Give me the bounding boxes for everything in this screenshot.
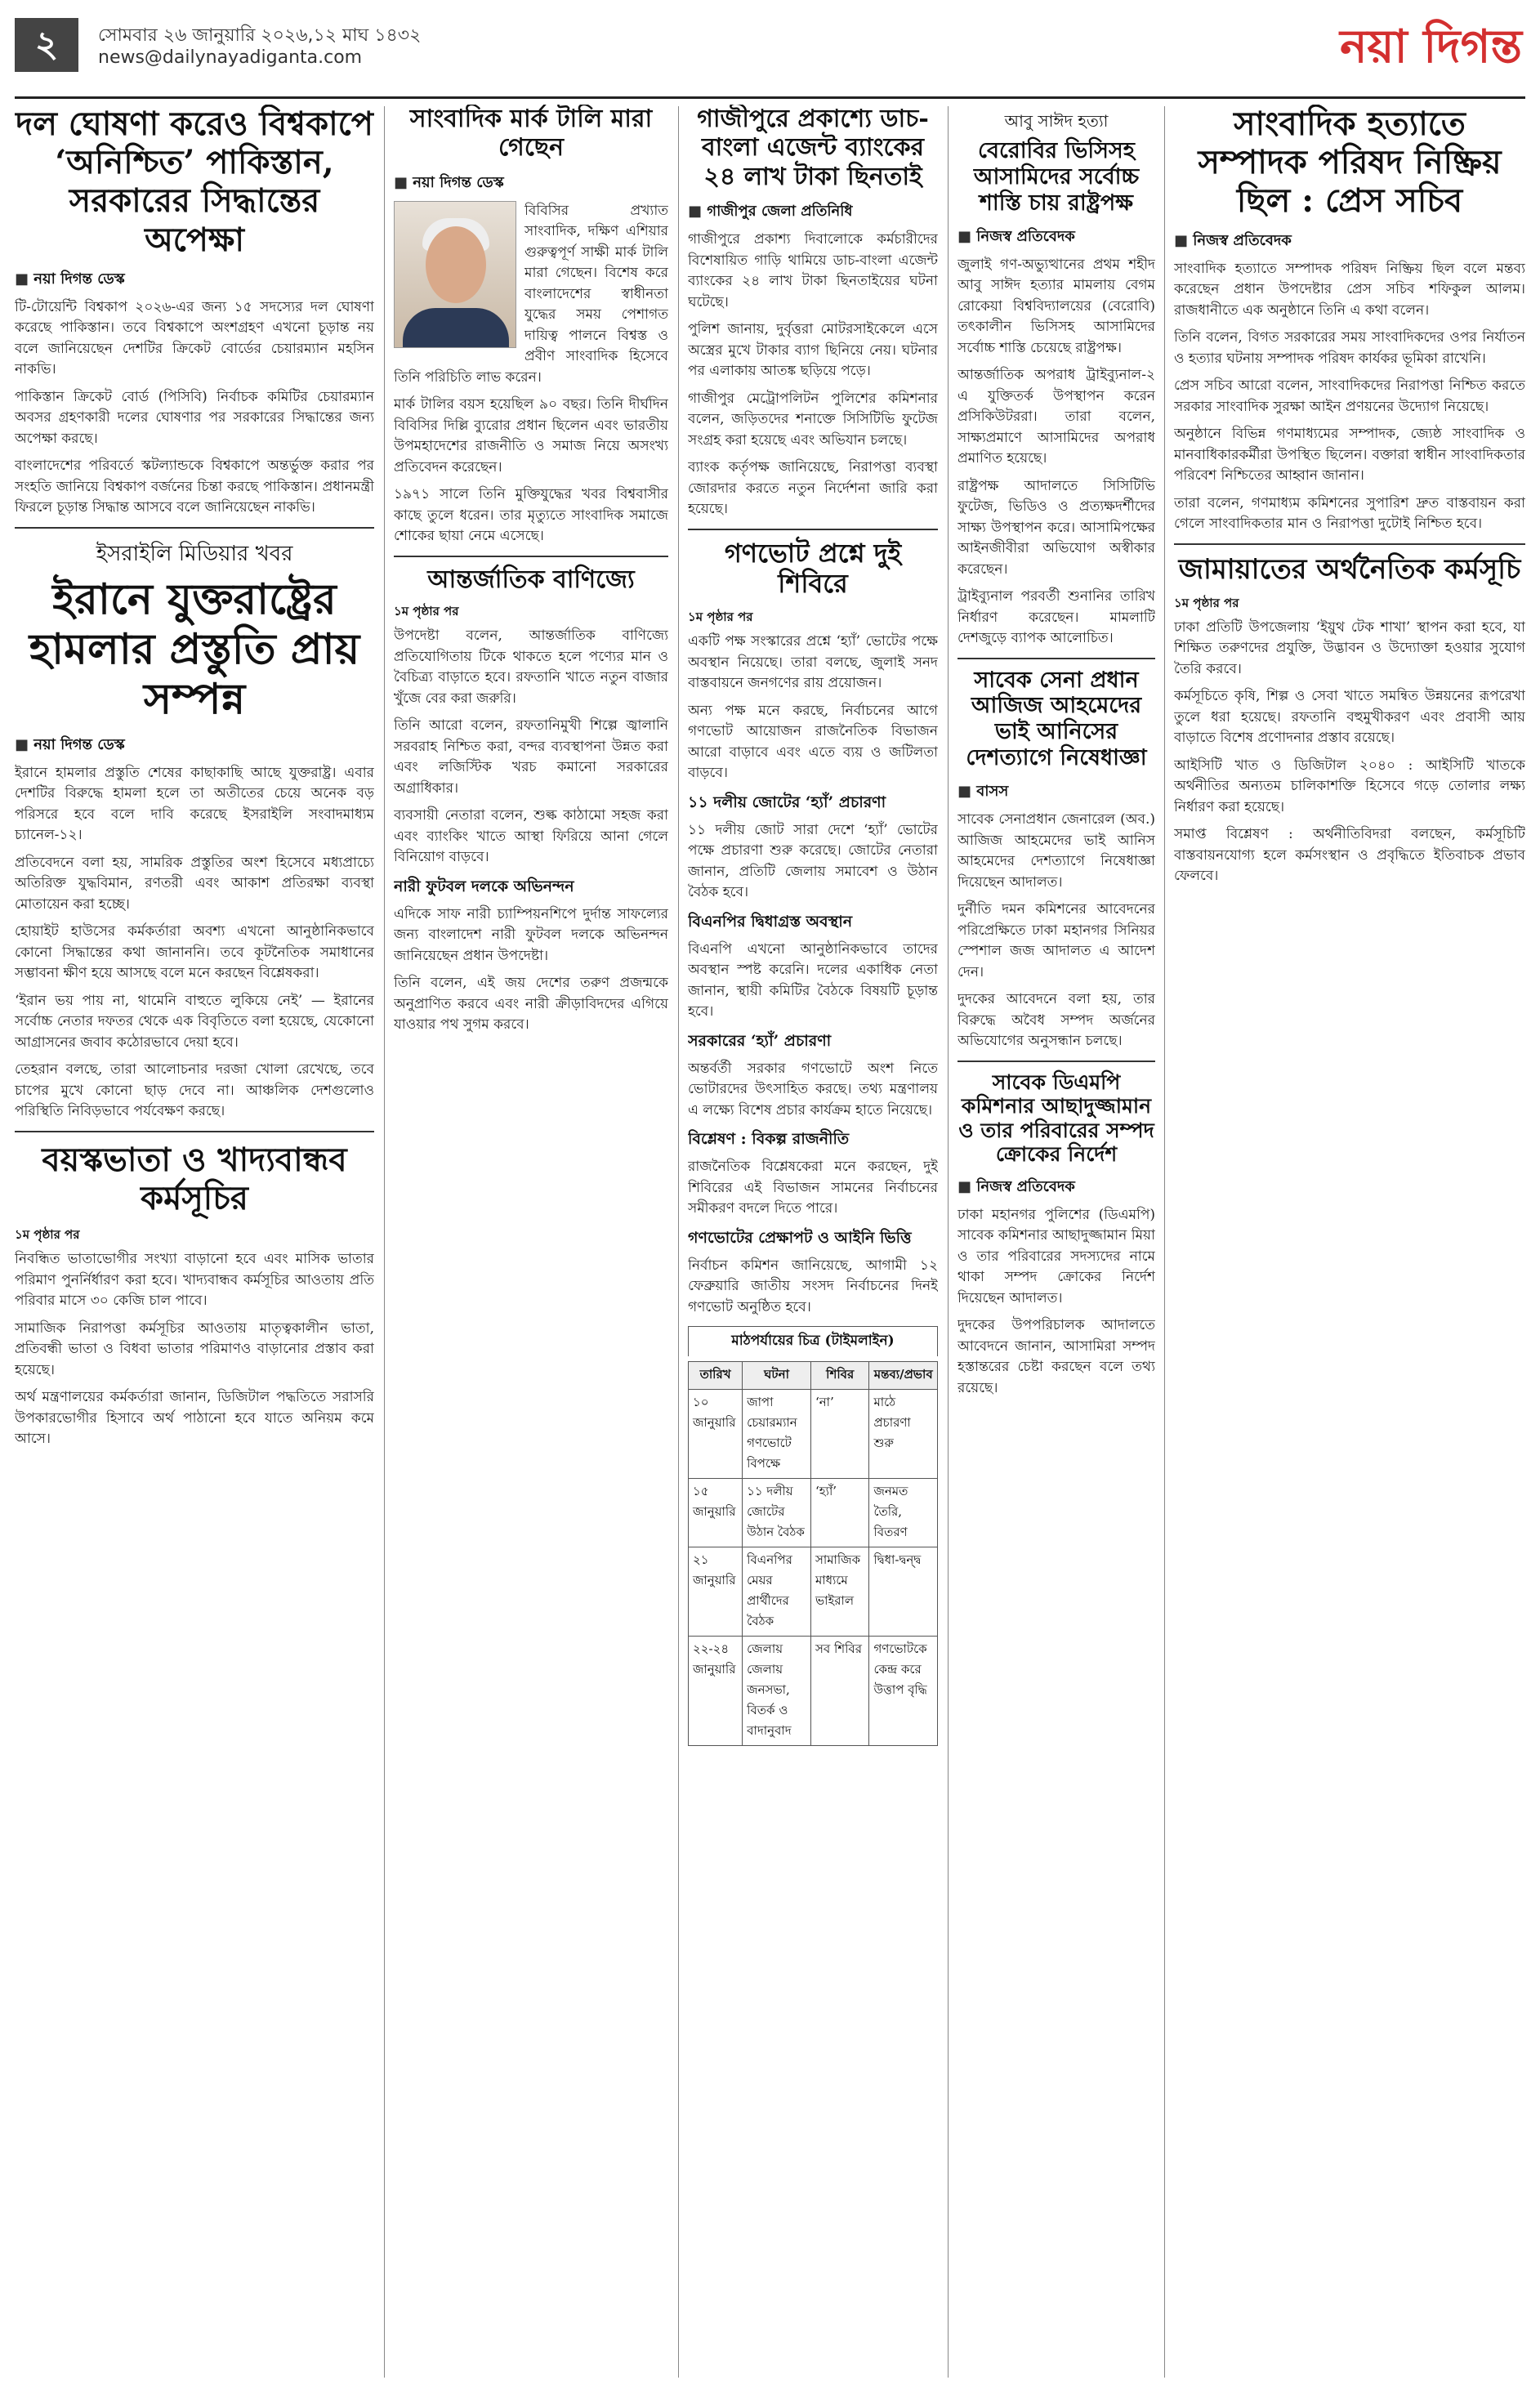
- article-separator: [957, 658, 1155, 659]
- article-mark-tully[interactable]: [394, 105, 668, 547]
- article-dmp-asset-seizure[interactable]: [957, 1070, 1155, 1400]
- paragraph: সামাজিক নিরাপত্তা কর্মসূচির আওতায় মাতৃত্বকালীন ভাতা, প্রতিবন্ধী ভাতা ও বিধবা ভাতার পরিমাণও বাড়ানোর প্রস্তাব করা হয়েছে।: [15, 1320, 374, 1378]
- article-jamaat-economic-program[interactable]: [1174, 553, 1525, 887]
- paragraph: অর্থ মন্ত্রণালয়ের কর্মকর্তারা জানান, ডিজিটাল পদ্ধতিতে সরাসরি উপকারভোগীর হিসাবে অর্থ পাঠানো হবে যাতে অনিয়ম কমে আসে।: [15, 1389, 374, 1448]
- column-4: [957, 105, 1155, 2382]
- table-cell: জেলায় জেলায় জনসভা, বিতর্ক ও বাদানুবাদ: [743, 1637, 811, 1746]
- table-header: ঘটনা: [743, 1362, 811, 1390]
- headline: সাবেক ডিএমপি কমিশনার আছাদুজ্জামান ও তার পরিবারের সম্পদ ক্রোকের নির্দেশ: [958, 1069, 1154, 1167]
- paragraph: এদিকে সাফ নারী চ্যাম্পিয়নশিপে দুর্দান্ত সাফল্যের জন্য বাংলাদেশ নারী ফুটবল দলকে অভিনন্দন জানিয়েছেন প্রধান উপদেষ্টা।: [394, 905, 668, 964]
- column-divider: [384, 106, 385, 2378]
- paragraph: আন্তর্জাতিক অপরাধ ট্রাইব্যুনাল-২ এ যুক্তিতর্ক উপস্থাপন করেন প্রসিকিউটররা। তারা বলেন, সাক্ষ্যপ্রমাণে আসামিদের অপরাধ প্রমাণিত হয়েছে।: [957, 367, 1155, 467]
- paragraph: অন্য পক্ষ মনে করছে, নির্বাচনের আগে গণভোট আয়োজন রাজনৈতিক বিভাজন আরো বাড়াবে এবং এতে ব্যয় ও জটিলতা বাড়বে।: [688, 702, 938, 782]
- table-header: মন্তব্য/প্রভাব: [869, 1362, 938, 1390]
- headline: ইরানে যুক্তরাষ্ট্রের হামলার প্রস্তুতি প্রায় সম্পন্ন: [29, 574, 360, 725]
- paragraph: বাংলাদেশের পরিবর্তে স্কটল্যান্ডকে বিশ্বকাপে অন্তর্ভুক্ত করার পর সংহতি জানিয়ে বিশ্বকাপ বর্জনের চিন্তা করছে পাকিস্তান। প্রধানমন্ত্রী ফিরলে চূড়ান্ত সিদ্ধান্ত আসবে বলে জানিয়েছেন নাকভি।: [15, 458, 374, 516]
- subheading: সরকারের ‘হ্যাঁ’ প্রচারণা: [688, 1031, 832, 1050]
- paragraph: ব্যাংক কর্তৃপক্ষ জানিয়েছে, নিরাপত্তা ব্যবস্থা জোরদার করতে নতুন নির্দেশনা জারি করা হয়েছে।: [688, 459, 938, 518]
- paragraph: প্রেস সচিব আরো বলেন, সাংবাদিকদের নিরাপত্তা নিশ্চিত করতে সরকার সাংবাদিক সুরক্ষা আইন প্রণয়নের উদ্যোগ নিয়েছে।: [1174, 377, 1525, 415]
- timeline-table: [688, 1361, 938, 1746]
- table-cell: ১৫ জানুয়ারি: [689, 1479, 743, 1547]
- paragraph: অনুষ্ঠানে বিভিন্ন গণমাধ্যমের সম্পাদক, জ্যেষ্ঠ সাংবাদিক ও মানবাধিকারকর্মীরা উপস্থিত ছিলেন। বক্তারা স্বাধীন সাংবাদিকতার পরিবেশ নিশ্চিতের আহ্বান জানান।: [1174, 426, 1525, 485]
- column-5: [1174, 105, 1525, 2382]
- masthead: [0, 0, 1540, 98]
- paragraph: তিনি বলেন, এই জয় দেশের তরুণ প্রজন্মকে অনুপ্রাণিত করবে এবং নারী ক্রীড়াবিদদের এগিয়ে যাওয়ার পথ সুগম করবে।: [394, 975, 668, 1034]
- article-iran-attack[interactable]: [15, 537, 374, 1123]
- table-header-row: [689, 1362, 938, 1390]
- article-separator: [394, 556, 668, 557]
- column-2: [394, 105, 668, 2382]
- newspaper-logo: [1310, 20, 1522, 88]
- article-separator: [15, 527, 374, 529]
- paragraph: হোয়াইট হাউসের কর্মকর্তারা অবশ্য এখনো আনুষ্ঠানিকভাবে কোনো সিদ্ধান্তের কথা জানাননি। তবে কূটনৈতিক সমাধানের সম্ভাবনা ক্ষীণ হয়ে আসছে বলে মনে করছেন বিশ্লেষকরা।: [15, 923, 374, 982]
- paragraph: সাংবাদিক হত্যাতে সম্পাদক পরিষদ নিষ্ক্রিয় ছিল বলে মন্তব্য করেছেন প্রধান উপদেষ্টার প্রেস সচিব শফিকুল আলম। রাজধানীতে এক অনুষ্ঠানে তিনি এ কথা বলেন।: [1174, 260, 1525, 319]
- column-3: [688, 105, 938, 2382]
- table-cell: বিএনপির মেয়র প্রার্থীদের বৈঠক: [743, 1547, 811, 1637]
- paragraph: কর্মসূচিতে কৃষি, শিল্প ও সেবা খাতে সমন্বিত উন্নয়নের রূপরেখা তুলে ধরা হয়েছে। রফতানি বহুমুখীকরণ এবং প্রবাসী আয় বাড়াতে বিশেষ প্রণোদনার প্রস্তাব রয়েছে।: [1174, 688, 1525, 747]
- column-divider: [678, 106, 679, 2378]
- paragraph: তারা বলেন, গণমাধ্যম কমিশনের সুপারিশ দ্রুত বাস্তবায়ন করা গেলে সাংবাদিকতার মান ও নিরাপত্তা দুটোই নিশ্চিত হবে।: [1174, 494, 1525, 533]
- article-separator: [1174, 543, 1525, 545]
- subheading: ১১ দলীয় জোটের ‘হ্যাঁ’ প্রচারণা: [688, 793, 886, 811]
- subheading: বিএনপির দ্বিধাগ্রস্ত অবস্থান: [688, 912, 853, 931]
- paragraph: রাজনৈতিক বিশ্লেষকেরা মনে করছেন, দুই শিবিরের এই বিভাজন সামনের নির্বাচনের সমীকরণ বদলে দিতে পারে।: [688, 1159, 938, 1217]
- headline: গণভোট প্রশ্নে দুই শিবিরে: [724, 537, 902, 600]
- table-row: [689, 1637, 938, 1746]
- subheading: গণভোটের প্রেক্ষাপট ও আইনি ভিত্তি: [688, 1228, 912, 1247]
- byline: ■ নিজস্ব প্রতিবেদক: [957, 225, 1155, 250]
- paragraph: নির্বাচন কমিশন জানিয়েছে, আগামী ১২ ফেব্রুয়ারি জাতীয় সংসদ নির্বাচনের দিনই গণভোট অনুষ্ঠিত হবে।: [688, 1257, 938, 1315]
- continuation-label: ১ম পৃষ্ঠার পর: [394, 604, 459, 619]
- column-divider: [948, 106, 949, 2378]
- timeline-table-title: মাঠপর্যায়ের চিত্র (টাইমলাইন): [688, 1326, 938, 1356]
- paragraph: পুলিশ জানায়, দুর্বৃত্তরা মোটরসাইকেলে এসে অস্ত্রের মুখে টাকার ব্যাগ ছিনিয়ে নেয়। ঘটনার পর এলাকায় আতঙ্ক ছড়িয়ে পড়ে।: [688, 321, 938, 380]
- article-elderly-allowance[interactable]: [15, 1141, 374, 1450]
- kicker: ইসরাইলি মিডিয়ার খবর: [96, 541, 293, 566]
- headline: আন্তর্জাতিক বাণিজ্যে: [427, 565, 635, 594]
- continuation-label: ১ম পৃষ্ঠার পর: [688, 610, 753, 625]
- table-cell: জাপা চেয়ারম্যান গণভোটে বিপক্ষে: [743, 1390, 811, 1479]
- table-row: [689, 1547, 938, 1637]
- paragraph: ট্রাইব্যুনাল পরবর্তী শুনানির তারিখ নির্ধারণ করেছেন। মামলাটি দেশজুড়ে ব্যাপক আলোচিত।: [957, 588, 1155, 647]
- headline: বেরোবির ভিসিসহ আসামিদের সর্বোচ্চ শাস্তি চায় রাষ্ট্রপক্ষ: [973, 138, 1140, 216]
- byline: ■ নয়া দিগন্ত ডেস্ক: [394, 171, 668, 196]
- headline: জামায়াতের অর্থনৈতিক কর্মসূচি: [1178, 552, 1521, 586]
- portrait-photo: [394, 201, 516, 348]
- table-cell: জনমত তৈরি, বিতরণ: [869, 1479, 938, 1547]
- paragraph: ঢাকা মহানগর পুলিশের (ডিএমপি) সাবেক কমিশনার আছাদুজ্জামান মিয়া ও তার পরিবারের সদস্যদের নামে থাকা সম্পদ ক্রোকের নির্দেশ দিয়েছেন আদালত।: [957, 1206, 1155, 1306]
- table-row: [689, 1390, 938, 1479]
- column-divider: [1164, 106, 1165, 2378]
- logo-text: নয়া দিগন্ত: [1340, 20, 1522, 74]
- article-pakistan-worldcup[interactable]: [15, 105, 374, 519]
- table-cell: ১১ দলীয় জোটের উঠান বৈঠক: [743, 1479, 811, 1547]
- table-cell: গণভোটকে কেন্দ্র করে উত্তাপ বৃদ্ধি: [869, 1637, 938, 1746]
- page-number: ২: [15, 18, 78, 72]
- table-cell: মাঠে প্রচারণা শুরু: [869, 1390, 938, 1479]
- kicker: আবু সাঈদ হত্যা: [1004, 111, 1109, 131]
- headline: বয়স্কভাতা ও খাদ্যবান্ধব কর্মসূচির: [42, 1140, 347, 1218]
- column-1: [15, 105, 374, 2382]
- article-press-secretary[interactable]: [1174, 105, 1525, 535]
- article-separator: [957, 1061, 1155, 1062]
- paragraph: তিনি বলেন, বিগত সরকারের সময় সাংবাদিকদের ওপর নির্যাতন ও হত্যার ঘটনায় সম্পাদক পরিষদ কার্যকর ভূমিকা রাখেনি।: [1174, 329, 1525, 367]
- table-cell: ‘না’: [810, 1390, 868, 1479]
- article-gazipur-robbery[interactable]: [688, 105, 938, 520]
- paragraph: ব্যবসায়ী নেতারা বলেন, শুল্ক কাঠামো সহজ করা এবং ব্যাংকিং খাতে আস্থা ফিরিয়ে আনা গেলে বিনিয়োগ বাড়বে।: [394, 807, 668, 866]
- paragraph: সাবেক সেনাপ্রধান জেনারেল (অব.) আজিজ আহমেদের ভাই আনিস আহমেদের দেশত্যাগে নিষেধাজ্ঞা দিয়েছেন আদালত।: [957, 811, 1155, 891]
- table-cell: সামাজিক মাধ্যমে ভাইরাল: [810, 1547, 868, 1637]
- subheading: বিশ্লেষণ : বিকল্প রাজনীতি: [688, 1130, 850, 1149]
- table-row: [689, 1479, 938, 1547]
- table-cell: সব শিবির: [810, 1637, 868, 1746]
- paragraph: প্রতিবেদনে বলা হয়, সামরিক প্রস্তুতির অংশ হিসেবে মধ্যপ্রাচ্যে অতিরিক্ত যুদ্ধবিমান, রণতরী এবং আকাশ প্রতিরক্ষা ব্যবস্থা মোতায়েন করা হচ্ছে।: [15, 854, 374, 913]
- table-header: শিবির: [810, 1362, 868, 1390]
- table-cell: ১০ জানুয়ারি: [689, 1390, 743, 1479]
- headline: দল ঘোষণা করেও বিশ্বকাপে ‘অনিশ্চিত’ পাকিস্তান, সরকারের সিদ্ধান্তের অপেক্ষা: [16, 105, 373, 259]
- header-rule: [15, 96, 1525, 99]
- paragraph: আইসিটি খাত ও ডিজিটাল ২০৪০ : আইসিটি খাতকে অর্থনীতির অন্যতম চালিকাশক্তি হিসেবে গড়ে তোলার লক্ষ্য নির্ধারণ করা হয়েছে।: [1174, 757, 1525, 815]
- article-abu-sayeed[interactable]: [957, 109, 1155, 650]
- paragraph: গাজীপুর মেট্রোপলিটন পুলিশের কমিশনার বলেন, জড়িতদের শনাক্তে সিসিটিভি ফুটেজ সংগ্রহ করা হয়েছে এবং অভিযান চলছে।: [688, 390, 938, 449]
- byline: ■ গাজীপুর জেলা প্রতিনিধি: [688, 199, 938, 225]
- headline: সাংবাদিক মার্ক টালি মারা গেছেন: [409, 105, 653, 163]
- table-header: তারিখ: [689, 1362, 743, 1390]
- paragraph: ১১ দলীয় জোট সারা দেশে ‘হ্যাঁ’ ভোটের পক্ষে প্রচারণা শুরু করেছে। জোটের নেতারা জানান, প্রতিটি জেলায় সমাবেশ ও উঠান বৈঠক হবে।: [688, 821, 938, 901]
- paragraph: সমাপ্ত বিশ্লেষণ : অর্থনীতিবিদরা বলছেন, কর্মসূচিটি বাস্তবায়নযোগ্য হলে কর্মসংস্থান ও প্রবৃদ্ধিতে ইতিবাচক প্রভাব ফেলবে।: [1174, 826, 1525, 885]
- byline: ■ নয়া দিগন্ত ডেস্ক: [15, 267, 374, 292]
- paragraph: গাজীপুরে প্রকাশ্য দিবালোকে কর্মচারীদের বিশেষায়িত গাড়ি থামিয়ে ডাচ-বাংলা এজেন্ট ব্যাংকের ২৪ লাখ টাকা ছিনতাইয়ের ঘটনা ঘটেছে।: [688, 231, 938, 310]
- continuation-label: ১ম পৃষ্ঠার পর: [1174, 595, 1239, 610]
- table-cell: ‘হ্যাঁ’: [810, 1479, 868, 1547]
- article-separator: [688, 529, 938, 530]
- article-international-trade[interactable]: [394, 565, 668, 1036]
- paragraph: রাষ্ট্রপক্ষ আদালতে সিসিটিভি ফুটেজ, ভিডিও ও প্রত্যক্ষদর্শীদের সাক্ষ্য উপস্থাপন করে। আসামিপক্ষের আইনজীবীরা অভিযোগ অস্বীকার করেছেন।: [957, 477, 1155, 578]
- table-cell: ২১ জানুয়ারি: [689, 1547, 743, 1637]
- article-referendum[interactable]: [688, 538, 938, 1747]
- paragraph: তিনি আরো বলেন, রফতানিমুখী শিল্পে জ্বালানি সরবরাহ নিশ্চিত করা, বন্দর ব্যবস্থাপনা উন্নত করা এবং লজিস্টিক খরচ কমানো সরকারের অগ্রাধিকার।: [394, 717, 668, 797]
- paragraph: ১৯৭১ সালে তিনি মুক্তিযুদ্ধের খবর বিশ্ববাসীর কাছে তুলে ধরেন। তার মৃত্যুতে সাংবাদিক সমাজে শোকের ছায়া নেমে এসেছে।: [394, 486, 668, 545]
- paragraph: পাকিস্তান ক্রিকেট বোর্ড (পিসিবি) নির্বাচক কমিটির চেয়ারম্যান অবসর গ্রহণকারী দলের ঘোষণার পর সরকারের সিদ্ধান্তের জন্য অপেক্ষা করছে।: [15, 388, 374, 447]
- paragraph: একটি পক্ষ সংস্কারের প্রশ্নে ‘হ্যাঁ’ ভোটের পক্ষে অবস্থান নিয়েছে। তারা বলছে, জুলাই সনদ বাস্তবায়নে জনগণের রায় প্রয়োজন।: [688, 633, 938, 692]
- paragraph: জুলাই গণ-অভ্যুত্থানের প্রথম শহীদ আবু সাঈদ হত্যার মামলায় বেগম রোকেয়া বিশ্ববিদ্যালয়ের (বেরোবি) তৎকালীন ভিসিসহ আসামিদের সর্বোচ্চ শাস্তি চেয়েছে রাষ্ট্রপক্ষ।: [957, 256, 1155, 356]
- byline: ■ বাসস: [957, 779, 1155, 805]
- article-anis-travel-ban[interactable]: [957, 668, 1155, 1052]
- paragraph: দুদকের আবেদনে বলা হয়, তার বিরুদ্ধে অবৈধ সম্পদ অর্জনের অভিযোগের অনুসন্ধান চলছে।: [957, 991, 1155, 1050]
- paragraph: নিবন্ধিত ভাতাভোগীর সংখ্যা বাড়ানো হবে এবং মাসিক ভাতার পরিমাণ পুনর্নির্ধারণ করা হবে। খাদ্যবান্ধব কর্মসূচির আওতায় প্রতি পরিবার মাসে ৩০ কেজি চাল পাবে।: [15, 1251, 374, 1310]
- table-cell: দ্বিধা-দ্বন্দ্ব: [869, 1547, 938, 1637]
- headline: গাজীপুরে প্রকাশ্যে ডাচ-বাংলা এজেন্ট ব্যাংকের ২৪ লাখ টাকা ছিনতাই: [697, 105, 929, 191]
- paragraph: দুদকের উপপরিচালক আদালতে আবেদনে জানান, আসামিরা সম্পদ হস্তান্তরের চেষ্টা করছেন বলে তথ্য রয়েছে।: [957, 1317, 1155, 1396]
- email-link[interactable]: news@dailynayadiganta.com: [98, 47, 363, 68]
- paragraph: টি-টোয়েন্টি বিশ্বকাপ ২০২৬-এর জন্য ১৫ সদস্যের দল ঘোষণা করেছে পাকিস্তান। তবে বিশ্বকাপে অংশগ্রহণ এখনো চূড়ান্ত নয় বলে জানিয়েছেন দেশটির ক্রিকেট বোর্ডের চেয়ারম্যান মহসিন নাকভি।: [15, 298, 374, 378]
- subheading: নারী ফুটবল দলকে অভিনন্দন: [394, 877, 574, 895]
- paragraph: ‘ইরান ভয় পায় না, থামেনি বাহুতে লুকিয়ে নেই’ — ইরানের সর্বোচ্চ নেতার দফতর থেকে এক বিবৃতিতে বলা হয়েছে, যেকোনো আগ্রাসনের জবাব কঠোরভাবে দেয়া হবে।: [15, 992, 374, 1051]
- paragraph: ইরানে হামলার প্রস্তুতি শেষের কাছাকাছি আছে যুক্তরাষ্ট্র। এবার দেশটির বিরুদ্ধে হামলা হলে তা অতীতের চেয়ে অনেক বড় পরিসরে হবে বলে দাবি করেছে ইসরাইলি সংবাদমাধ্যম চ্যানেল-১২।: [15, 764, 374, 844]
- paragraph: বিবিসির প্রখ্যাত সাংবাদিক, দক্ষিণ এশিয়ার গুরুত্বপূর্ণ সাক্ষী মার্ক টালি মারা গেছেন। বিশেষ করে বাংলাদেশের স্বাধীনতা যুদ্ধের সময় পেশাগত দায়িত্ব পালনে বিশ্বস্ত ও প্রবীণ সাংবাদিক হিসেবে তিনি পরিচিতি লাভ করেন।: [394, 202, 668, 386]
- dateline: সোমবার ২৬ জানুয়ারি ২০২৬,১২ মাঘ ১৪৩২: [98, 25, 422, 46]
- paragraph: মার্ক টালির বয়স হয়েছিল ৯০ বছর। তিনি দীর্ঘদিন বিবিসির দিল্লি ব্যুরোর প্রধান ছিলেন এবং ভারতীয় উপমহাদেশের রাজনীতি ও সমাজ নিয়ে অসংখ্য প্রতিবেদন করেছেন।: [394, 396, 668, 476]
- paragraph: বিএনপি এখনো আনুষ্ঠানিকভাবে তাদের অবস্থান স্পষ্ট করেনি। দলের একাধিক নেতা জানান, স্থায়ী কমিটির বৈঠকে বিষয়টি চূড়ান্ত হবে।: [688, 940, 938, 1020]
- byline: ■ নয়া দিগন্ত ডেস্ক: [15, 733, 374, 758]
- article-separator: [15, 1131, 374, 1132]
- byline: ■ নিজস্ব প্রতিবেদক: [1174, 229, 1525, 254]
- paragraph: দুর্নীতি দমন কমিশনের আবেদনের পরিপ্রেক্ষিতে ঢাকা মহানগর সিনিয়র স্পেশাল জজ আদালত এ আদেশ দেন।: [957, 901, 1155, 980]
- byline: ■ নিজস্ব প্রতিবেদক: [957, 1175, 1155, 1200]
- headline: সাবেক সেনা প্রধান আজিজ আহমেদের ভাই আনিসের দেশত্যাগে নিষেধাজ্ঞা: [966, 667, 1147, 771]
- paragraph: উপদেষ্টা বলেন, আন্তর্জাতিক বাণিজ্যে প্রতিযোগিতায় টিকে থাকতে হলে পণ্যের মান ও বৈচিত্র্য বাড়াতে হবে। রফতানি খাতে নতুন বাজার খুঁজে বের করা জরুরি।: [394, 627, 668, 707]
- paragraph: ঢাকা প্রতিটি উপজেলায় ‘ইয়ুথ টেক শাখা’ স্থাপন করা হবে, যা শিক্ষিত তরুণদের প্রযুক্তি, উদ্ভাবন ও উদ্যোক্তা হওয়ার সুযোগ তৈরি করবে।: [1174, 618, 1525, 677]
- continuation-label: ১ম পৃষ্ঠার পর: [15, 1227, 80, 1243]
- table-cell: ২২-২৪ জানুয়ারি: [689, 1637, 743, 1746]
- paragraph: অন্তর্বর্তী সরকার গণভোটে অংশ নিতে ভোটারদের উৎসাহিত করছে। তথ্য মন্ত্রণালয় এ লক্ষ্যে বিশেষ প্রচার কার্যক্রম হাতে নিয়েছে।: [688, 1060, 938, 1119]
- headline: সাংবাদিক হত্যাতে সম্পাদক পরিষদ নিষ্ক্রিয় ছিল : প্রেস সচিব: [1198, 105, 1502, 221]
- paragraph: তেহরান বলছে, তারা আলোচনার দরজা খোলা রেখেছে, তবে চাপের মুখে কোনো ছাড় দেবে না। আঞ্চলিক দেশগুলোও পরিস্থিতি নিবিড়ভাবে পর্যবেক্ষণ করছে।: [15, 1061, 374, 1120]
